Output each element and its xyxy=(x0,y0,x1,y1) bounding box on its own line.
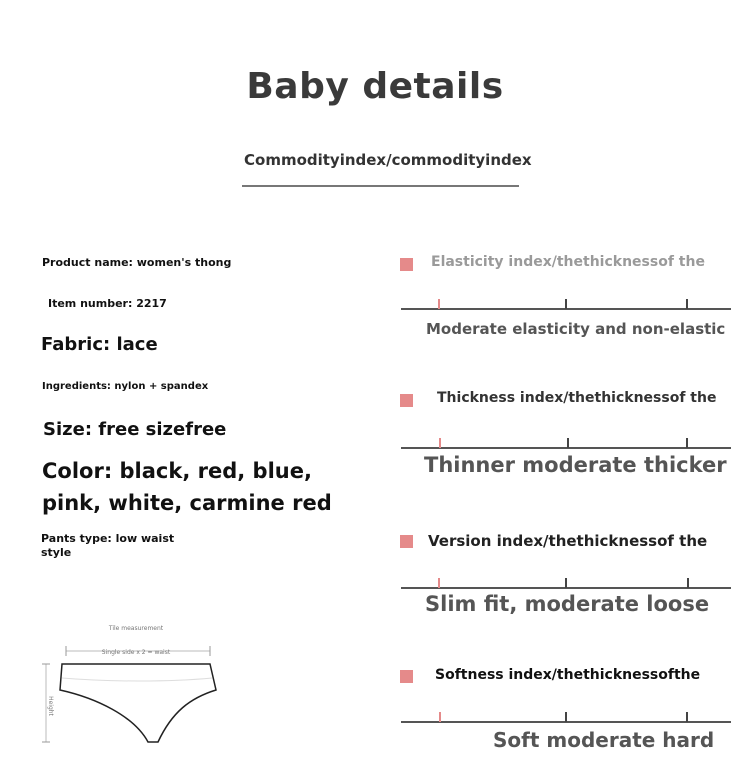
height-label: Height xyxy=(47,696,54,716)
thickness-scale xyxy=(401,447,731,449)
thickness-index-label: Thickness index/thethicknessof the xyxy=(437,390,717,406)
item-number: Item number: 2217 xyxy=(48,297,167,310)
product-name: Product name: women's thong xyxy=(42,256,232,269)
thickness-tick-selected xyxy=(439,438,441,448)
softness-description: Soft moderate hard xyxy=(493,728,715,752)
fabric: Fabric: lace xyxy=(41,334,158,355)
elasticity-tick-selected xyxy=(438,299,440,309)
version-tick-3 xyxy=(687,578,689,588)
page-title: Baby details xyxy=(246,66,504,107)
section-subtitle: Commodityindex/commodityindex xyxy=(244,151,532,169)
panty-outline xyxy=(60,664,216,742)
softness-tick-2 xyxy=(565,712,567,722)
version-tick-selected xyxy=(438,578,440,588)
softness-marker-square xyxy=(400,670,413,683)
thickness-tick-2 xyxy=(567,438,569,448)
version-index-label: Version index/thethicknessof the xyxy=(428,532,708,550)
softness-tick-selected xyxy=(439,712,441,722)
thickness-tick-3 xyxy=(686,438,688,448)
measurement-diagram xyxy=(40,620,240,750)
size: Size: free sizefree xyxy=(43,419,227,440)
color: Color: black, red, blue, pink, white, carmine red xyxy=(42,459,332,515)
version-description: Slim fit, moderate loose xyxy=(425,592,710,616)
thickness-marker-square xyxy=(400,394,413,407)
softness-index-label: Softness index/thethicknessofthe xyxy=(435,667,701,683)
elasticity-description: Moderate elasticity and non-elastic xyxy=(426,320,726,338)
width-label: Single side x 2 = waist xyxy=(101,649,171,656)
softness-tick-3 xyxy=(686,712,688,722)
version-tick-2 xyxy=(565,578,567,588)
elasticity-tick-3 xyxy=(686,299,688,309)
elasticity-tick-2 xyxy=(565,299,567,309)
diagram-heading: Tile measurement xyxy=(108,625,164,632)
pants-type: Pants type: low waist style xyxy=(41,532,175,559)
subtitle-underline xyxy=(242,185,519,187)
elasticity-marker-square xyxy=(400,258,413,271)
ingredients: Ingredients: nylon + spandex xyxy=(42,381,209,392)
thickness-description: Thinner moderate thicker xyxy=(424,453,727,477)
elasticity-index-label: Elasticity index/thethicknessof the xyxy=(431,254,705,270)
version-marker-square xyxy=(400,535,413,548)
